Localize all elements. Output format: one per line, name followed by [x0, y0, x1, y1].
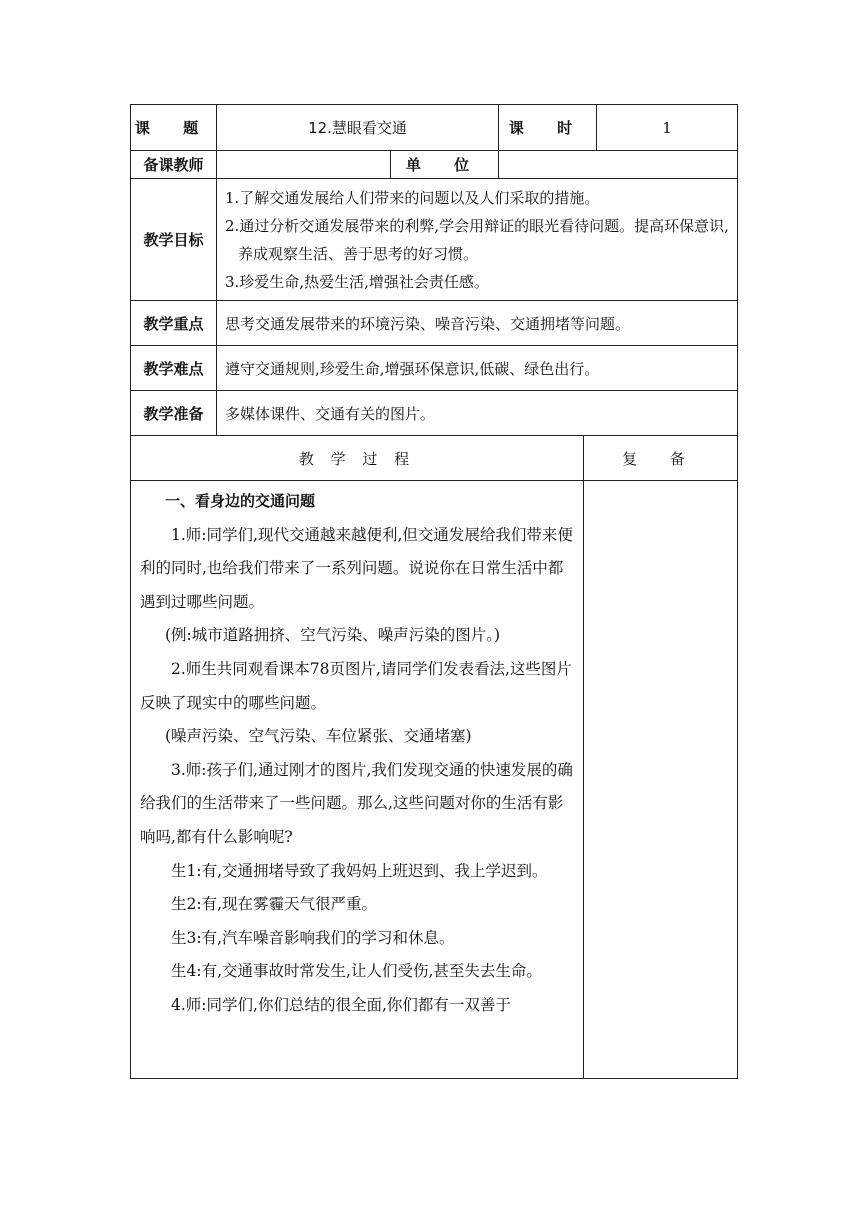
process-paragraph: 3.师:孩子们,通过刚才的图片,我们发现交通的快速发展的确给我们的生活带来了一些问题。那么,这些问题对你的生活有影响吗,都有什么影响呢?	[140, 760, 573, 846]
process-header: 教 学 过 程	[298, 449, 416, 468]
table-border	[130, 178, 738, 179]
topic-label: 课 题	[134, 119, 213, 137]
goal-item: 1.了解交通发展给人们带来的问题以及人们采取的措施。	[225, 189, 600, 207]
process-paragraph: 2.师生共同观看课本78页图片,请同学们发表看法,这些图片反映了现实中的哪些问题。	[140, 659, 572, 712]
table-border	[737, 104, 738, 1079]
process-paragraph: 生2:有,现在雾霾天气很严重。	[171, 895, 378, 914]
process-paragraph: (例:城市道路拥挤、空气污染、噪声污染的图片。)	[165, 626, 501, 645]
process-paragraph: 生4:有,交通事故时常发生,让人们受伤,甚至失去生命。	[171, 962, 542, 981]
process-paragraph: 生3:有,汽车噪音影响我们的学习和休息。	[171, 928, 455, 947]
goals-label: 教学目标	[143, 231, 204, 249]
hours-value: 1	[662, 118, 672, 137]
section-title: 一、看身边的交通问题	[165, 492, 316, 510]
teacher-label: 备课教师	[143, 156, 204, 174]
review-header: 复 备	[622, 449, 699, 468]
table-border	[130, 480, 738, 481]
prep-value: 多媒体课件、交通有关的图片。	[225, 404, 436, 423]
prep-label: 教学准备	[143, 404, 204, 423]
goals-list	[225, 184, 735, 296]
process-paragraph: 1.师:同学们,现代交通越来越便利,但交通发展给我们带来便利的同时,也给我们带来了一系列问题。说说你在日常生活中都遇到过哪些问题。	[140, 525, 573, 611]
difficulty-value: 遵守交通规则,珍爱生命,增强环保意识,低碳、绿色出行。	[225, 359, 600, 378]
table-border	[130, 1078, 738, 1079]
key-value: 思考交通发展带来的环境污染、噪音污染、交通拥堵等问题。	[225, 314, 631, 333]
difficulty-label: 教学难点	[143, 359, 204, 378]
unit-label: 单 位	[405, 156, 484, 174]
teacher-value	[217, 151, 390, 178]
goal-item: 2.通过分析交通发展带来的利弊,学会用辩证的眼光看待问题。提高环保意识,养成观察生活、善于思考的好习惯。	[225, 217, 729, 263]
key-label: 教学重点	[143, 314, 204, 333]
process-body	[140, 485, 575, 1023]
table-border	[583, 435, 584, 1079]
topic-value: 12.慧眼看交通	[308, 119, 407, 137]
process-paragraph: (噪声污染、空气污染、车位紧张、交通堵塞)	[165, 727, 472, 746]
goal-item: 3.珍爱生命,热爱生活,增强社会责任感。	[225, 273, 489, 291]
process-paragraph: 生1:有,交通拥堵导致了我妈妈上班迟到、我上学迟到。	[171, 861, 548, 880]
hours-label: 课 时	[508, 119, 587, 137]
unit-value	[499, 151, 737, 178]
process-paragraph: 4.师:同学们,你们总结的很全面,你们都有一双善于	[171, 995, 511, 1014]
